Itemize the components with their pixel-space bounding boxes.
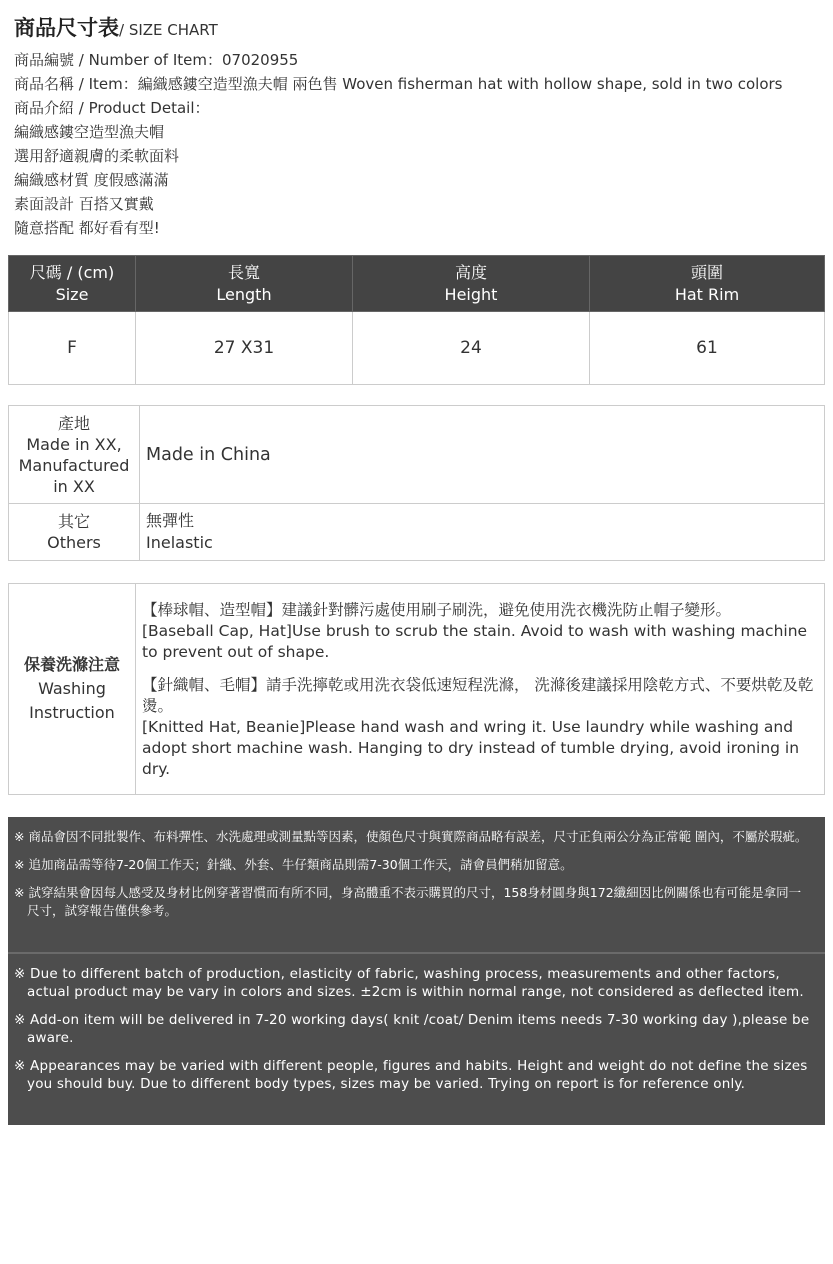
wash-label: [9, 584, 136, 795]
header-length-en: Length: [216, 284, 272, 304]
cell-length: 27 X31: [136, 312, 353, 385]
others-label-zh: 其它: [57, 512, 90, 531]
header-height: [353, 256, 590, 312]
origin-table: [8, 405, 825, 561]
header-length-zh: 長寬: [227, 262, 260, 282]
others-value: [140, 504, 825, 561]
note-cn-item: ※ 試穿結果會因每人感受及身材比例穿著習慣而有所不同，身高體重不表示購買的尺寸，158身材圓身與172纖細因比例關係也有可能是拿同一尺寸，試穿報告僅供參考。: [14, 885, 802, 918]
wash-value: [136, 584, 825, 795]
origin-label-zh: 產地: [57, 413, 90, 433]
header-height-en: Height: [444, 284, 498, 304]
notes-cn: [8, 817, 825, 952]
product-detail-heading: 商品介紹 / Product Detail：: [14, 99, 210, 117]
wash-label-zh: 保養洗滌注意: [23, 655, 120, 674]
others-row: [9, 504, 825, 561]
others-value-zh: 無彈性: [146, 511, 195, 530]
product-detail-item: 選用舒適親膚的柔軟面料: [14, 147, 180, 165]
product-name: 商品名稱 / Item：編織感鏤空造型漁夫帽 兩色售 Woven fisherman hat with hollow shape, sold in two colors: [14, 75, 783, 93]
wash-knit-zh: 【針織帽、毛帽】請手洗擰乾或用洗衣袋低速短程洗滌， 洗滌後建議採用陰乾方式、不要烘乾及乾燙。: [142, 676, 814, 715]
size-table-header: [9, 256, 825, 312]
origin-row: [9, 406, 825, 504]
title-main: 商品尺寸表: [14, 16, 119, 40]
wash-label-en: Washing Instruction: [29, 679, 115, 722]
note-en-item: ※ Add-on item will be delivered in 7-20 working days( knit /coat/ Denim items needs 7-30 working day ),please be aware.: [14, 1012, 810, 1046]
notes-en: [8, 955, 825, 1103]
notes-divider: [8, 952, 825, 954]
cell-height: 24: [353, 312, 590, 385]
origin-value: Made in China: [140, 406, 825, 504]
product-detail-item: 素面設計 百搭又實戴: [14, 195, 154, 213]
others-value-en: Inelastic: [146, 533, 213, 552]
note-en-item: ※ Appearances may be varied with different people, figures and habits. Height and weight do not define the sizes you should buy. Due to different body types, sizes may be varied. Trying on report is for reference only.: [14, 1058, 808, 1092]
size-table: [8, 255, 825, 385]
header-rim-zh: 頭圍: [690, 262, 723, 282]
cell-rim: 61: [590, 312, 825, 385]
note-cn-item: ※ 商品會因不同批製作、布料彈性、水洗處理或測量點等因素，使顏色尺寸與實際商品略有誤差，尺寸正負兩公分為正常範 圍內，不屬於瑕疵。: [14, 829, 808, 844]
header-size: [9, 256, 136, 312]
table-row: [9, 312, 825, 385]
others-label-en: Others: [47, 533, 101, 552]
notes-panel: [8, 817, 825, 1125]
origin-label: [9, 406, 140, 504]
header-rim: [590, 256, 825, 312]
product-detail-item: 編織感鏤空造型漁夫帽: [14, 123, 165, 141]
header-length: [136, 256, 353, 312]
header-size-en: Size: [55, 284, 89, 304]
title-sub: / SIZE CHART: [119, 21, 218, 39]
origin-label-en: Made in XX, Manufactured in XX: [18, 434, 130, 496]
header-size-zh: 尺碼 / (cm): [29, 262, 115, 282]
header-rim-en: Hat Rim: [674, 284, 740, 304]
wash-knit-en: [Knitted Hat, Beanie]Please hand wash and wring it. Use laundry while washing and adopt short machine wash. Hanging to dry instead of tumble drying, avoid ironing in dry.: [142, 718, 800, 778]
wash-cap-zh: 【棒球帽、造型帽】建議針對髒污處使用刷子刷洗，避免使用洗衣機洗防止帽子變形。: [142, 601, 732, 619]
product-info: [14, 48, 782, 240]
product-detail-item: 編織感材質 度假感滿滿: [14, 171, 169, 189]
cell-size: F: [9, 312, 136, 385]
note-en-item: ※ Due to different batch of production, elasticity of fabric, washing process, measurements and other factors, actual product may be vary in colors and sizes. ±2cm is within normal range, not considered as deflected item.: [14, 966, 804, 1000]
wash-cap-en: [Baseball Cap, Hat]Use brush to scrub the stain. Avoid to wash with washing machine to prevent out of shape.: [142, 622, 808, 661]
note-cn-item: ※ 追加商品需等待7-20個工作天；針織、外套、牛仔類商品則需7-30個工作天，請會員們稍加留意。: [14, 857, 573, 872]
product-detail-item: 隨意搭配 都好看有型!: [14, 219, 160, 237]
page-title: [14, 12, 218, 42]
others-label: [9, 504, 140, 561]
product-number: 商品編號 / Number of Item：07020955: [14, 51, 299, 69]
header-height-zh: 高度: [454, 262, 487, 282]
wash-row: [9, 584, 825, 795]
wash-table: [8, 583, 825, 795]
